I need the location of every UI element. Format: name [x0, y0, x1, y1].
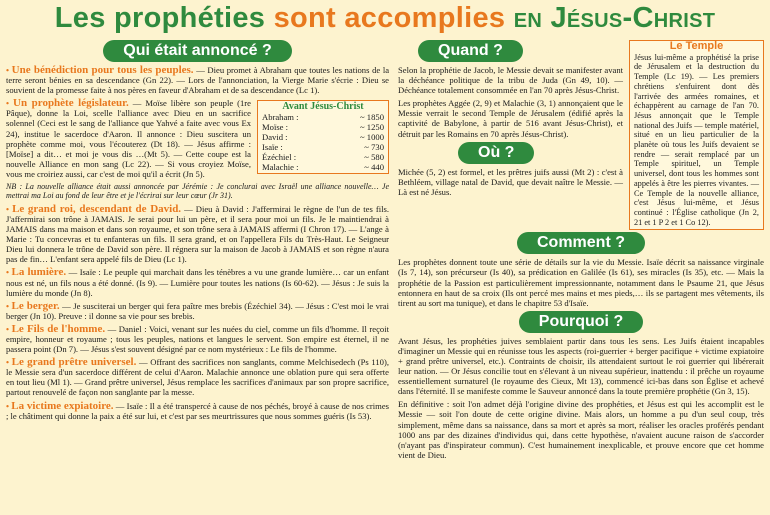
- row-name: Isaïe :: [262, 142, 283, 153]
- item-title: La lumière.: [11, 266, 67, 279]
- avant-jc-box: [257, 100, 389, 174]
- table-row: [262, 132, 384, 142]
- quand-p2: Les prophètes Aggée (2, 9) et Malachie (3, 1) annonçaient que le Messie verrait le second Temple de Jérusalem (édifié après la captivité de Babylone, à partir de 516 avant Jésus-Christ), et détruit par les Romains en 70 après Jésus-Christ).: [398, 98, 623, 139]
- bullet-icon: •: [6, 65, 10, 75]
- row-name: Moïse :: [262, 122, 289, 133]
- avant-jc-heading: Avant Jésus-Christ: [282, 101, 364, 113]
- item-victime: [6, 401, 389, 421]
- item-text: — Dieu à David : J'affermirai le règne de l'un de tes fils. J'affermirai son trône à JAMAIS. Je serai pour lui un père, et il sera pour moi un fils. Je le maintiendrai à JAMAIS dans ma maison et dans son royaume, et son trône sera à JAMAIS affermi (I Chron 17). — L'ange à Marie : Tu concevras et tu enfanteras un fils. Il sera grand, et on l'appellera Fils du Très-Haut. Le Seigneur Dieu lui donnera le trône de David son père. Il régnera sur la maison de Jacob à JAMAIS et son règne n'aura pas de fin… L'enfant sera appelé fils de Dieu (Lc 1).: [6, 203, 389, 265]
- item-lumiere: [6, 267, 389, 297]
- item-fils-homme: [6, 324, 389, 354]
- heading-qui: Qui était annoncé ?: [103, 40, 291, 62]
- table-row: [262, 122, 384, 132]
- item-text: — Moïse libère son peuple (1re Pâque), donne la Loi, scelle l'alliance avec Dieu en un sacrifice solennel (Ceci est le sang de l'alliance que Yahvé a faite avec vous Ex 24), institue le sacerdoce d'Aaron. Il annonce : Dieu suscitera un prophète comme moi, vous l'écouterez (Dt 18). — Jésus affirme : [Moïse] a dit… et moi je vous dis …(Mt 5). — Cette coupe est la nouvelle Alliance en mon sang (Lc 22). — Si vous croyiez Moïse, vous me croiriez aussi, car c'est de moi qu'il a écrit (Jn 5).: [6, 98, 251, 179]
- bullet-icon: •: [6, 357, 10, 368]
- bullet-icon: •: [6, 267, 10, 278]
- item-text: — Offrant des sacrifices non sanglants, comme Melchisedech (Ps 110), le Messie sera d'un sacerdoce différent de celui d'Aaron. Malachie annonce une oblation pure qui sera offerte en tout lieu (Ml 1). — Grand prêtre universel, Jésus remplace les sacrifices d'animaux par son propre sacrifice, partout renouvelé de façon non sanglante par la messe.: [6, 357, 389, 398]
- item-berger: [6, 301, 389, 321]
- item-title: Un prophète législateur.: [13, 97, 129, 110]
- heading-quand: Quand ?: [418, 40, 523, 62]
- title-part1: Les prophéties: [54, 2, 266, 34]
- item-title: Le Fils de l'homme.: [11, 322, 106, 335]
- row-name: David :: [262, 132, 288, 143]
- pourquoi-p1: Avant Jésus, les prophéties juives semblaient partir dans tous les sens. Les Juifs étaient incapables d'imaginer un Messie qui en réunisse tous les aspects (roi-guerrier + berger pacifique + victime expiatoire + grand prêtre universel, etc.). Contraints de choisir, ils attendaient surtout le roi guerrier qui libérerait leur nation. — Or Jésus concilie tout en s'élevant à un niveau supérieur, inattendu : il prêche un royaume essentiellement surnaturel (le royaume des Cieux, Mt 13), commencé ici-bas dans son Église et achevé dans l'éternité. Il se manifeste comme le Sauveur annoncé dans la toute première prophétie (Gn 3, 15).: [398, 335, 764, 397]
- item-title: Le grand roi, descendant de David.: [12, 202, 182, 215]
- temple-heading: Le Temple: [669, 40, 724, 52]
- row-value: ~ 1000: [360, 132, 384, 143]
- item-text: — Isaïe : Le peuple qui marchait dans les ténèbres a vu une grande lumière… car un enfant nous est né, un fils nous a été donné. (Is 9). — Lumière pour toutes les nations (Is 60-62). — Jésus : Je suis la lumière du monde (Jn 8).: [6, 267, 389, 298]
- table-row: [262, 142, 384, 152]
- note-nb: [6, 182, 389, 201]
- ou-text: Michée (5, 2) est formel, et les prêtres juifs aussi (Mt 2) : c'est à Bethléem, village natal de David, que devait naître le Messie. — Là est né Jésus.: [398, 166, 623, 197]
- temple-text: Jésus lui-même a prophétisé la prise de Jérusalem et la destruction du Temple (Lc 19). — Les premiers chrétiens s'enfuirent dont dès l'arrivée des armées romaines, et échappèrent au carnage de l'an 70. Jésus annonçait que le Temple national des Juifs — temple matériel, situé en un lieu particulier de la planète où tous les Juifs devaient se rendre — serait remplacé par un Temple spirituel, un Temple universel, dont tous les hommes sont appelés à être les pierres vivantes. — Ce Temple de la nouvelle alliance, c'est Jésus lui-même, et Jésus continué : l'Église catholique (Jn 2, 21 et 1 P 2 et 1 Co 12).: [634, 52, 759, 227]
- nb-text: NB : La nouvelle alliance était aussi annoncée par Jérémie : Je conclurai avec Israël une alliance nouvelle… Je mettrai ma Loi au fond de leur être et je l'écrirai sur leur cœur (Jr 31).: [6, 182, 389, 201]
- comment-text: Les prophètes donnent toute une série de détails sur la vie du Messie. Isaïe décrit sa naissance virginale (Is 7, 14), son précurseur (Is 40), sa prédication en Galilée (Is 61), ses miracles (Is 35), etc. — Mais la prophétie de la Passion est particulièrement impressionnante, notamment dans le Psaume 21, que Jésus entonnera en haut de sa croix (Ils ont percé mes mains et mes pieds,… ils se partagent mes vêtements, ils tirent au sort ma tunique), et dans le chapitre 53 d'Isaïe.: [398, 257, 764, 308]
- table-row: [262, 152, 384, 162]
- heading-ou: Où ?: [458, 142, 534, 164]
- item-title: La victime expiatoire.: [11, 399, 114, 412]
- item-title: Le grand prêtre universel.: [11, 356, 137, 369]
- temple-box: [629, 40, 764, 230]
- table-row: [262, 112, 384, 122]
- item-text: — Je susciterai un berger qui fera paître mes brebis (Ézéchiel 34). — Jésus : C'est moi le vrai berger (Jn 10). Preuve : il donne sa vie pour ses brebis.: [6, 300, 389, 321]
- row-value: ~ 580: [364, 152, 384, 163]
- row-name: Abraham :: [262, 112, 299, 123]
- bullet-icon: •: [6, 300, 10, 311]
- item-text: — Dieu promet à Abraham que toutes les nations de la terre seront bénies en sa descendance (Gn 22). — Lors de l'annonciation, la Vierge Marie s'écrie : Dieu se souvient de la promesse faite à nos pères en faveur d'Abraham et de sa descendance (Lc 1).: [6, 65, 390, 96]
- row-value: ~ 440: [364, 162, 384, 173]
- row-value: ~ 730: [364, 142, 384, 153]
- avant-jc-table: [262, 112, 384, 172]
- page-title: [0, 2, 770, 35]
- bullet-icon: •: [6, 203, 10, 214]
- table-row: [262, 162, 384, 172]
- pourquoi-p2: En définitive : soit l'on admet déjà l'origine divine des prophéties, et Jésus est qui les accomplit est le Messie — soit l'on doute de cette origine divine. Mais alors, un homme a pu d'un seul coup, très simplement, même dans sa naissance, dans sa mort et après sa mort, réaliser les oracles proférés pendant 1000 ans par des dizaines d'individus qui, dans cette hypothèse, n'avaient aucune raison de s'accorder (n'ayant pas d'inspirateur commun). C'est humainement inexplicable, et prouve encore que cet homme vient de Dieu.: [398, 399, 764, 460]
- item-text: — Isaïe : Il a été transpercé à cause de nos péchés, broyé à cause de nos crimes ; le châtiment qui donne la paix a été sur lui, et c'est par ses meurtrissures que nous sommes guéris (Is 53).: [6, 400, 390, 421]
- bullet-icon: •: [6, 323, 10, 334]
- row-value: ~ 1850: [360, 112, 384, 123]
- bullet-icon: •: [6, 400, 10, 411]
- item-title: Une bénédiction pour tous les peuples.: [11, 64, 194, 76]
- item-benediction: [6, 65, 389, 95]
- bullet-icon: •: [6, 98, 10, 109]
- title-part3: en Jésus-Christ: [513, 2, 716, 34]
- item-grand-roi: [6, 204, 389, 265]
- item-grand-pretre: [6, 357, 389, 397]
- item-title: Le berger.: [11, 299, 60, 312]
- item-text: — Daniel : Voici, venant sur les nuées du ciel, comme un fils d'homme. Il reçoit empire, honneur et royaume ; tous les peuples, nations et langues le servent. Son empire est éternel, il ne passera point (Dn 7). — Jésus s'est souvent désigné par ce nom mystérieux : Le fils de l'homme.: [6, 323, 389, 355]
- quand-p1: Selon la prophétie de Jacob, le Messie devait se manifester avant la déchéance politique de la tribu de Juda (Gn 49, 10). — Déchéance totalement consommée en l'an 70 après Jésus-Christ.: [398, 65, 623, 96]
- heading-comment: Comment ?: [517, 232, 645, 254]
- title-part2: sont accomplies: [273, 2, 506, 34]
- left-column: [6, 40, 389, 424]
- row-name: Malachie :: [262, 162, 299, 173]
- right-column: [398, 40, 764, 463]
- row-value: ~ 1250: [360, 122, 384, 133]
- row-name: Ézéchiel :: [262, 152, 297, 163]
- heading-pourquoi: Pourquoi ?: [519, 311, 643, 333]
